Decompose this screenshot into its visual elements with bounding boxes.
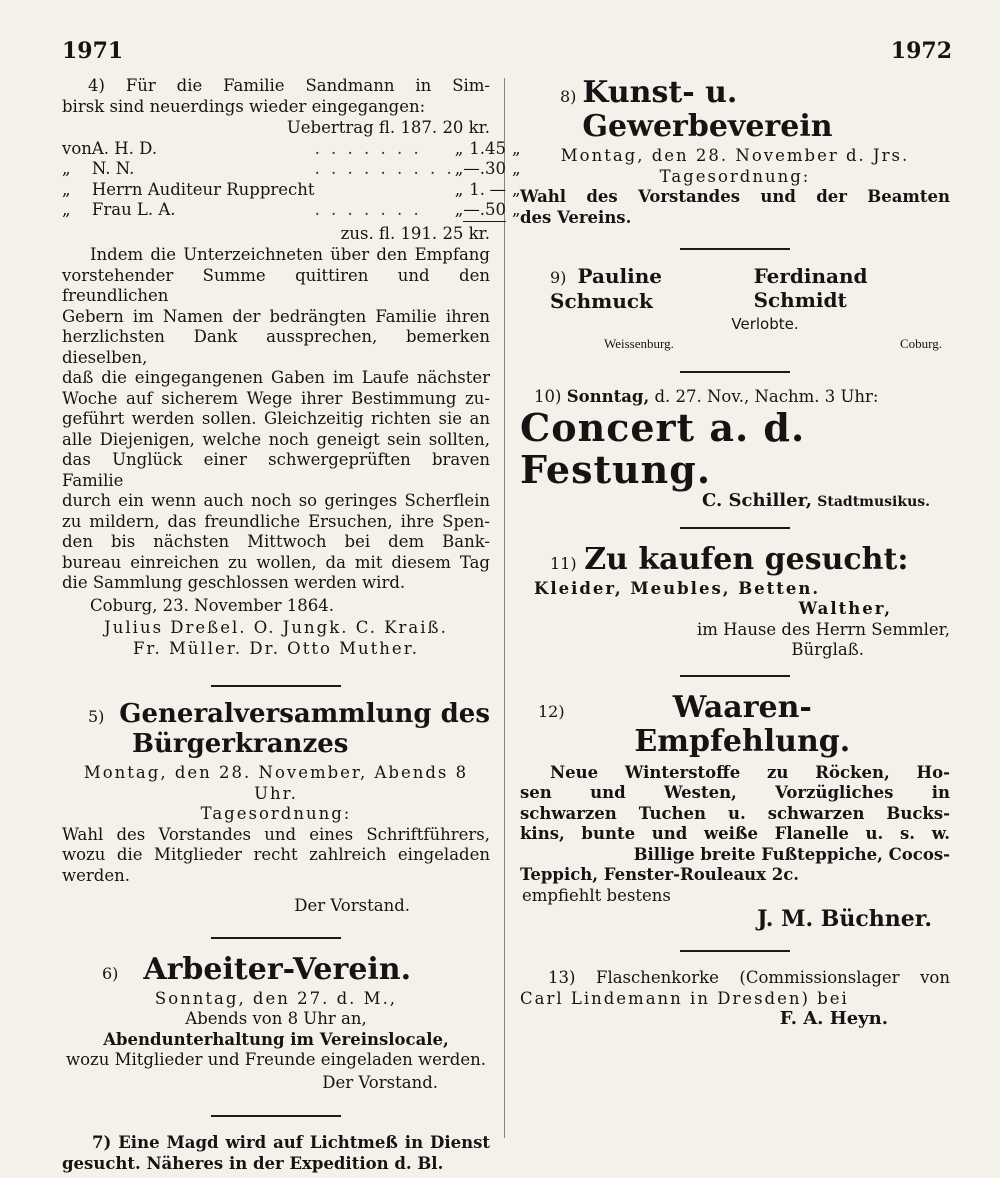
separator-rule <box>680 950 790 952</box>
ad9-name-left: Pauline Schmuck <box>550 264 662 313</box>
ad4-body-line: geführt werden sollen. Gleichzeitig richten sie an <box>62 409 490 428</box>
ad4-date: Coburg, 23. November 1864. <box>90 595 334 615</box>
ad12-body-line: Billige breite Fußteppiche, Cocos- <box>633 844 950 864</box>
ad4-body <box>62 245 490 594</box>
ad8-agenda-label: Tagesordnung: <box>659 166 811 186</box>
donor-unit: „ <box>512 200 521 220</box>
ad13-line2: Carl Lindemann in Dresden) bei <box>520 988 849 1008</box>
ad12-body-line: Teppich, Fenster-Rouleaux 2c. <box>520 865 800 884</box>
donor-name: Frau L. A. <box>91 200 176 220</box>
ad8-body-line1: Wahl des Vorstandes und der Beamten <box>520 187 950 206</box>
separator-rule <box>680 371 790 373</box>
donor-fl: 1. <box>469 138 486 158</box>
ad10-signature-title: Stadtmusikus. <box>817 494 930 510</box>
donor-row <box>62 180 521 201</box>
donor-ditto: „ <box>454 200 464 220</box>
ad5-body-line3: werden. <box>62 865 130 885</box>
donor-leader: . . . . . . . . . <box>314 159 455 178</box>
ad4-signature-line1: Julius Dreßel. O. Jungk. C. Kraiß. <box>104 618 448 637</box>
separator-rule <box>211 685 341 687</box>
ad4-carry-fl: 187. <box>400 118 438 137</box>
donor-fl: —. <box>463 159 486 178</box>
ad6-time: Abends von 8 Uhr an, <box>185 1009 367 1028</box>
ad6-number: 6) <box>102 963 119 983</box>
donor-leader <box>315 180 455 201</box>
ad8-number: 8) <box>560 87 577 106</box>
ad4-carry-row <box>62 118 490 139</box>
ad4-body-line: alle Diejenigen, welche noch geneigt sein sollten, <box>62 429 490 449</box>
ad12-recommend: empfiehlt bestens <box>522 885 671 905</box>
donor-row <box>62 200 521 221</box>
ad-fortress-concert <box>520 387 950 513</box>
ad4-body-line: daß die eingegangenen Gaben im Laufe nächster <box>62 368 490 387</box>
ad-general-assembly <box>62 699 490 917</box>
ad4-body-line: Indem die Unterzeichneten über den Empfang <box>90 245 490 264</box>
ad4-body-line: Gebern im Namen der bedrängten Familie ihren <box>62 306 490 326</box>
ad9-place-right: Coburg. <box>899 335 942 351</box>
page-number-right: 1972 <box>890 38 952 64</box>
ad5-title-line1: Generalversammlung des <box>119 699 490 729</box>
donor-unit: „ <box>512 159 521 178</box>
ad4-carry-kr: 20 kr. <box>442 118 490 137</box>
ad12-title: Waaren-Empfehlung. <box>634 689 851 759</box>
ad5-body-line2: wozu die Mitglieder recht zahlreich eingeladen <box>62 845 490 864</box>
ad12-body <box>520 763 950 886</box>
ad6-body: wozu Mitglieder und Freunde eingeladen werden. <box>65 1050 487 1069</box>
donor-name: N. N. <box>91 159 135 178</box>
ad6-event: Abendunterhaltung im Vereinslocale, <box>103 1029 449 1049</box>
column-divider <box>504 78 505 1138</box>
ad-bottle-corks <box>520 968 950 1030</box>
ad11-address-line1: im Hause des Herrn Semmler, <box>696 619 950 639</box>
ad-goods-recommendation <box>520 691 950 933</box>
ad4-body-line: durch ein wenn auch noch so geringes Scherflein <box>62 491 490 510</box>
donor-ditto: „ <box>454 138 464 158</box>
ad5-signature: Der Vorstand. <box>294 896 410 915</box>
ad4-body-line: Woche auf sicherem Wege ihrer Bestimmung zu- <box>62 388 490 408</box>
ad4-body-line: herzlichsten Dank aussprechen, bemerken dieselben, <box>62 327 490 367</box>
donor-ditto: „ <box>454 179 464 199</box>
ad13-signature: F. A. Heyn. <box>779 1008 888 1029</box>
ad6-date: Sonntag, den 27. d. M., <box>154 988 398 1008</box>
ad10-title: Concert a. d. Festung. <box>520 405 806 492</box>
donor-kr: 50 <box>485 200 507 219</box>
donor-prefix: „ <box>62 179 71 199</box>
ad12-number: 12) <box>538 701 565 721</box>
ad-engagement <box>520 264 950 353</box>
donor-prefix: „ <box>62 200 71 220</box>
donor-row <box>62 139 521 160</box>
ad10-number: 10) <box>534 386 562 406</box>
separator-rule <box>211 1115 341 1117</box>
separator-rule <box>680 527 790 529</box>
ad4-donor-table <box>62 139 521 222</box>
donor-kr: — <box>489 179 507 199</box>
donor-kr: 30 <box>485 159 507 178</box>
ad9-status: Verlobte. <box>731 314 799 333</box>
ad10-time: d. 27. Nov., Nachm. 3 Uhr: <box>654 386 879 406</box>
ad10-signature-name: C. Schiller, <box>702 490 813 511</box>
ad11-number: 11) <box>550 553 577 573</box>
ad-maid-wanted <box>62 1133 490 1174</box>
ad4-body-line: bureau einreichen zu wollen, da mit diesem Tag <box>62 552 490 572</box>
ad5-agenda-label: Tagesordnung: <box>200 804 352 823</box>
ad4-body-line: das Unglück einer schwergeprüften braven Familie <box>62 450 490 490</box>
ad4-body-line: den bis nächsten Mittwoch bei dem Bank- <box>62 532 490 551</box>
donor-kr: 45 <box>485 138 507 158</box>
ad9-name-right: Ferdinand Schmidt <box>753 264 868 312</box>
ad-wanted-to-buy <box>520 543 950 661</box>
donor-prefix: „ <box>62 159 71 178</box>
ad4-total-kr: 25 kr. <box>442 223 490 243</box>
ad13-line1: 13) Flaschenkorke (Commissionslager von <box>548 968 950 987</box>
ad10-day: Sonntag, <box>566 386 650 406</box>
ad7-line1: 7) Eine Magd wird auf Lichtmeß in Dienst <box>92 1133 490 1152</box>
donor-fl: 1. <box>469 179 486 199</box>
ad6-signature: Der Vorstand. <box>322 1072 438 1092</box>
ad11-name: Walther, <box>798 599 892 618</box>
ad12-body-line: schwarzen Tuchen u. schwarzen Bucks- <box>520 803 950 823</box>
ad-workers-association <box>62 953 490 1094</box>
ad12-body-line: Neue Winterstoffe zu Röcken, Ho- <box>550 762 950 782</box>
donor-leader: . . . . . . . <box>314 200 422 220</box>
separator-rule <box>211 937 341 939</box>
ad4-carry-label: Uebertrag fl. <box>286 118 396 137</box>
ad11-items: Kleider, Meubles, Betten. <box>534 578 821 598</box>
ad5-title-line2: Bürgerkranzes <box>132 729 349 759</box>
ad4-body-line: die Sammlung geschlossen werden wird. <box>62 573 406 592</box>
donor-leader: . . . . . . . <box>314 138 422 158</box>
page-number-left: 1971 <box>62 38 124 64</box>
ad4-body-line: vorstehender Summe quittiren und den freundlichen <box>62 265 490 305</box>
ad5-body-line1: Wahl des Vorstandes und eines Schriftführers, <box>62 824 490 844</box>
ad4-signature-line2: Fr. Müller. Dr. Otto Muther. <box>132 638 420 658</box>
ad5-date: Montag, den 28. November, Abends 8 Uhr. <box>83 763 469 803</box>
ad11-address-line2: Bürglaß. <box>791 640 864 659</box>
ad8-body-line2: des Vereins. <box>520 207 632 227</box>
donor-row <box>62 159 521 180</box>
left-column <box>62 76 521 1174</box>
ad4-total-fl: 191. <box>400 223 438 243</box>
ad4-heading-line1: 4) Für die Familie Sandmann in Sim- <box>88 76 490 95</box>
ad12-body-line: kins, bunte und weiße Flanelle u. s. w. <box>520 824 950 843</box>
ad-sandmann-donation <box>62 76 521 659</box>
ad9-number: 9) <box>550 268 567 287</box>
separator-rule <box>680 675 790 677</box>
ad4-body-line: zu mildern, das freundliche Ersuchen, ihre Spen- <box>62 511 490 531</box>
donor-prefix: von <box>62 138 92 158</box>
ad7-line2: gesucht. Näheres in der Expedition d. Bl. <box>62 1153 444 1173</box>
donor-name: A. H. D. <box>91 138 158 158</box>
ad4-total-label: zus. fl. <box>340 223 396 243</box>
ad8-title: Kunst- u. Gewerbeverein <box>582 75 833 144</box>
ad12-body-line: sen und Westen, Vorzügliches in <box>520 783 950 802</box>
ad8-date: Montag, den 28. November d. Jrs. <box>560 146 910 165</box>
donor-name: Herrn Auditeur Rupprecht <box>91 179 315 199</box>
ad-art-trade-association <box>520 76 950 228</box>
separator-rule <box>680 248 790 250</box>
donor-unit: „ <box>512 138 521 158</box>
ad5-number: 5) <box>88 707 105 726</box>
donor-unit: „ <box>512 179 521 199</box>
donor-fl: —. <box>463 200 486 219</box>
ad4-total-row <box>62 224 490 245</box>
ad12-signature: J. M. Büchner. <box>757 906 932 932</box>
right-column <box>520 76 950 1030</box>
ad11-title: Zu kaufen gesucht: <box>584 541 909 577</box>
ad6-title: Arbeiter-Verein. <box>143 951 412 987</box>
donor-ditto: „ <box>454 159 464 178</box>
ad9-place-left: Weissenburg. <box>604 335 674 351</box>
ad4-heading-line2: birsk sind neuerdings wieder eingegangen: <box>62 96 426 116</box>
